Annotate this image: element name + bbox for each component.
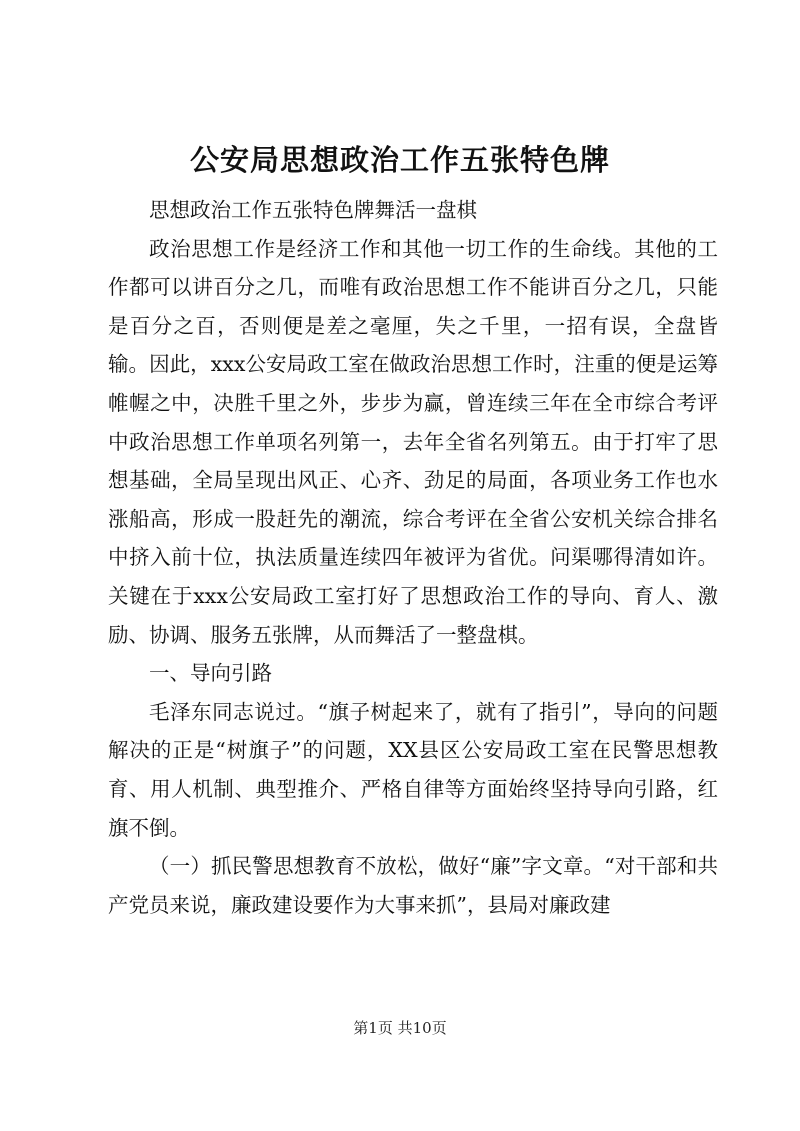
body-paragraph: 政治思想工作是经济工作和其他一切工作的生命线。其他的工作都可以讲百分之几，而唯有政治思想工作不能讲百分之几，只能是百分之百，否则便是差之毫厘，失之千里，一招有误，全盘皆输。因此，xxx公安局政工室在做政治思想工作时，注重的便是运筹帷幄之中，决胜千里之外，步步为赢，曾连续三年在全市综合考评中政治思想工作单项名列第一，去年全省名列第五。由于打牢了思想基础，全局呈现出风正、心齐、劲足的局面，各项业务工作也水涨船高，形成一股赶先的潮流，综合考评在全省公安机关综合排名中挤入前十位，执法质量连续四年被评为省优。问渠哪得清如许。关键在于xxx公安局政工室打好了思想政治工作的导向、育人、激励、协调、服务五张牌，从而舞活了一整盘棋。 <box>108 236 718 647</box>
document-title: 公安局思想政治工作五张特色牌 <box>189 143 610 177</box>
document-body <box>108 191 718 924</box>
subtitle-paragraph: 思想政治工作五张特色牌舞活一盘棋 <box>149 198 477 222</box>
page-number-footer: 第1页 共10页 <box>353 1019 447 1037</box>
section-heading: 一、导向引路 <box>149 661 272 686</box>
body-paragraph: 毛泽东同志说过。“旗子树起来了，就有了指引”，导向的问题解决的正是“树旗子”的问题，XX县区公安局政工室在民警思想教育、用人机制、典型推介、严格自律等方面始终坚持导向引路，红旗不倒。 <box>108 699 718 840</box>
body-paragraph: （一）抓民警思想教育不放松，做好“廉”字文章。“对干部和共产党员来说，廉政建设要作为大事来抓”，县局对廉政建 <box>108 854 718 917</box>
